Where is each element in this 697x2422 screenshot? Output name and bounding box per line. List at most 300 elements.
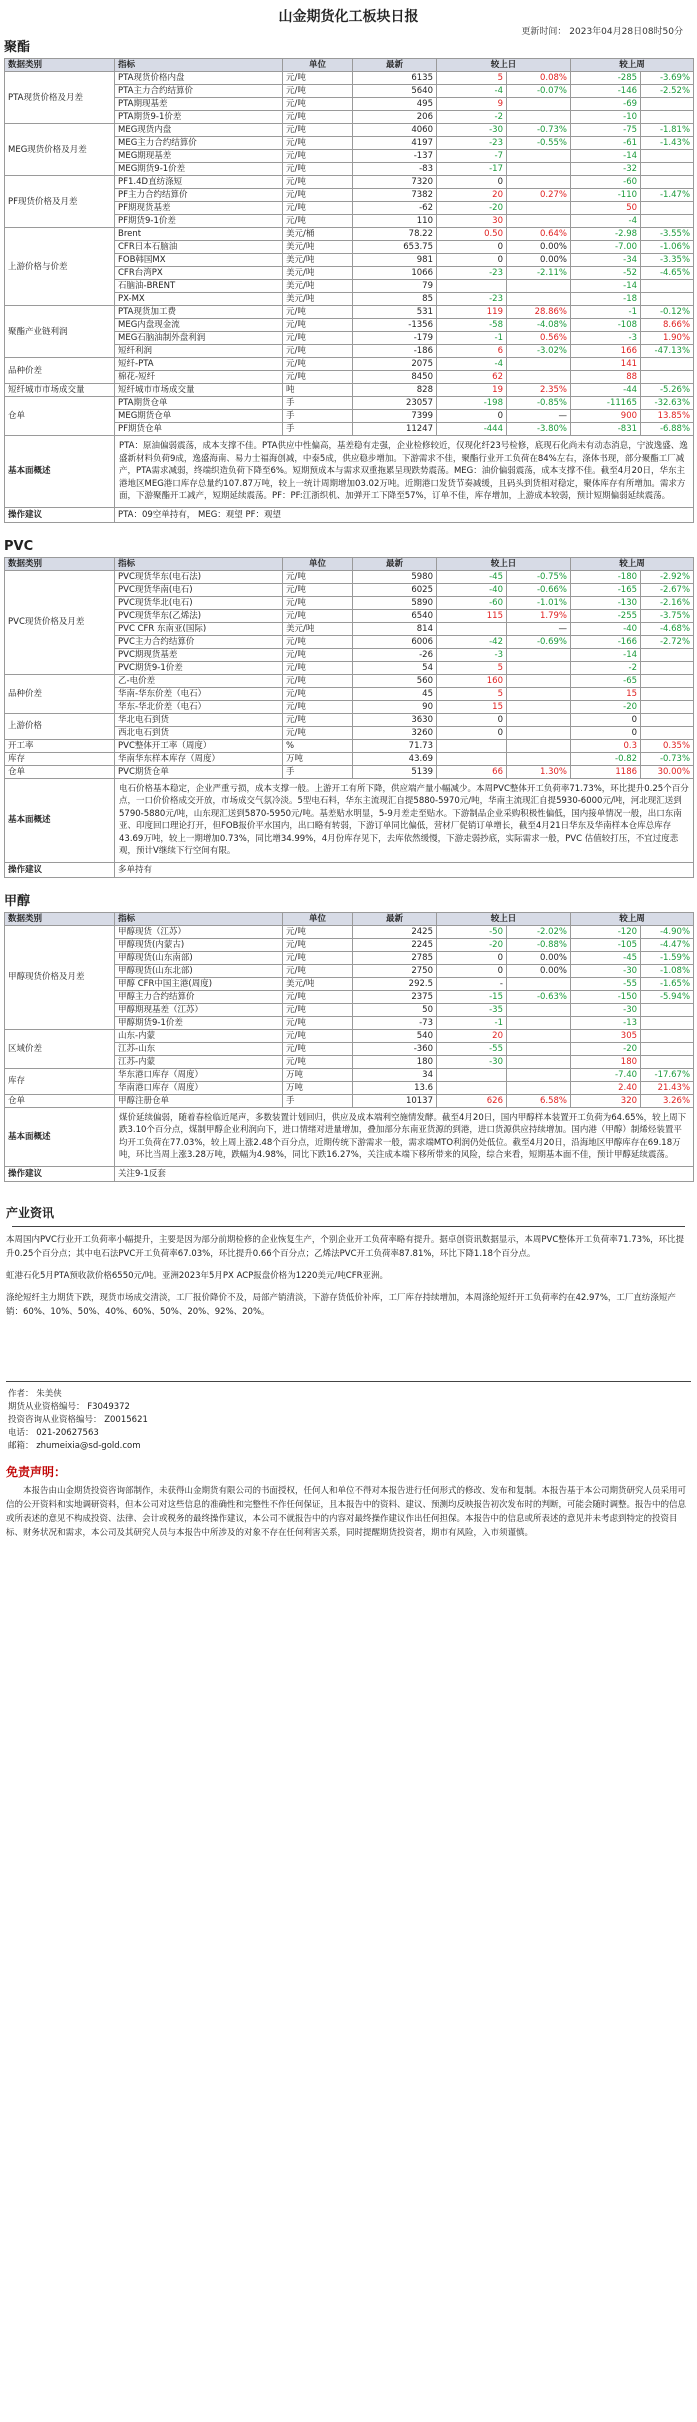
latest-cell: 7320 — [353, 176, 437, 189]
week-change-cell: -52 — [571, 267, 641, 280]
news-paragraph: 涤纶短纤主力期货下跌，现货市场成交清淡，工厂报价降价不及，局部产销清淡，下游存货低价补库，工厂库存持续增加，本周涤纶短纤开工负荷率约在42.97%，工厂直纺涤短产销：60%、10%、50%、40%、60%、50%、20%、92%、20%。 — [6, 1292, 676, 1317]
indicator-cell: 江苏-内蒙 — [115, 1055, 283, 1068]
week-change-cell: -180 — [571, 570, 641, 583]
unit-cell: 元/吨 — [283, 674, 353, 687]
week-change-cell: -44 — [571, 384, 641, 397]
indicator-cell: 甲醇现货(山东南部) — [115, 951, 283, 964]
data-table — [4, 557, 694, 878]
latest-cell: -26 — [353, 648, 437, 661]
unit-cell: 元/吨 — [283, 726, 353, 739]
indicator-cell: 甲醇现货（江苏） — [115, 925, 283, 938]
table-row — [5, 397, 694, 410]
unit-cell: 元/吨 — [283, 306, 353, 319]
week-change-cell: -13 — [571, 1016, 641, 1029]
advice-label: 操作建议 — [5, 1166, 115, 1181]
latest-cell: 560 — [353, 674, 437, 687]
day-change-cell: 20 — [437, 1029, 507, 1042]
category-cell: 开工率 — [5, 739, 115, 752]
unit-cell: 元/吨 — [283, 371, 353, 384]
day-pct-cell: -4.08% — [507, 319, 571, 332]
unit-cell: 元/吨 — [283, 163, 353, 176]
column-header: 指标 — [115, 912, 283, 925]
indicator-cell: 石脑油-BRENT — [115, 280, 283, 293]
week-pct-cell: -1.47% — [641, 189, 694, 202]
week-pct-cell: 30.00% — [641, 765, 694, 778]
indicator-cell: PVC现货华南(电石) — [115, 583, 283, 596]
indicator-cell: PTA主力合约结算价 — [115, 85, 283, 98]
indicator-cell: PF期现货基差 — [115, 202, 283, 215]
day-change-cell: 15 — [437, 700, 507, 713]
day-change-cell — [437, 622, 507, 635]
data-table — [4, 912, 694, 1182]
week-change-cell: -61 — [571, 137, 641, 150]
week-change-cell: -34 — [571, 254, 641, 267]
day-change-cell: 626 — [437, 1094, 507, 1107]
category-cell: 仓单 — [5, 397, 115, 436]
week-pct-cell — [641, 163, 694, 176]
day-change-cell: 20 — [437, 189, 507, 202]
latest-cell: 2375 — [353, 990, 437, 1003]
latest-cell: 34 — [353, 1068, 437, 1081]
advice-label: 操作建议 — [5, 862, 115, 877]
day-pct-cell: -2.11% — [507, 267, 571, 280]
week-change-cell: -146 — [571, 85, 641, 98]
week-pct-cell — [641, 1016, 694, 1029]
week-pct-cell: -1.65% — [641, 977, 694, 990]
day-change-cell: -23 — [437, 137, 507, 150]
day-pct-cell: 6.58% — [507, 1094, 571, 1107]
indicator-cell: 华东-华北价差（电石） — [115, 700, 283, 713]
day-change-cell: 0 — [437, 176, 507, 189]
indicator-cell: 短纤利润 — [115, 345, 283, 358]
week-pct-cell: -0.12% — [641, 306, 694, 319]
advice-text: PTA：09空单持有， MEG：观望 PF：观望 — [115, 507, 694, 522]
day-change-cell: -30 — [437, 1055, 507, 1068]
day-pct-cell: — — [507, 622, 571, 635]
latest-cell: -360 — [353, 1042, 437, 1055]
indicator-cell: 短纤城市市场成交量 — [115, 384, 283, 397]
day-pct-cell — [507, 739, 571, 752]
column-header: 单位 — [283, 59, 353, 72]
indicator-cell: PF期货仓单 — [115, 423, 283, 436]
unit-cell: 元/吨 — [283, 1016, 353, 1029]
unit-cell: 元/吨 — [283, 635, 353, 648]
indicator-cell: PTA期货9-1价差 — [115, 111, 283, 124]
column-header: 较上周 — [571, 59, 694, 72]
week-pct-cell — [641, 648, 694, 661]
day-pct-cell: 0.27% — [507, 189, 571, 202]
column-header: 较上周 — [571, 912, 694, 925]
day-change-cell — [437, 752, 507, 765]
week-change-cell: 0 — [571, 713, 641, 726]
week-pct-cell: 0.35% — [641, 739, 694, 752]
week-change-cell: 900 — [571, 410, 641, 423]
latest-cell: 23057 — [353, 397, 437, 410]
week-pct-cell — [641, 687, 694, 700]
day-pct-cell — [507, 98, 571, 111]
table-row — [5, 228, 694, 241]
indicator-cell: PVC现货华东(电石法) — [115, 570, 283, 583]
week-pct-cell: -3.35% — [641, 254, 694, 267]
unit-cell: 元/吨 — [283, 964, 353, 977]
unit-cell: 美元/吨 — [283, 977, 353, 990]
week-pct-cell: -2.16% — [641, 596, 694, 609]
latest-cell: 6540 — [353, 609, 437, 622]
column-header: 较上周 — [571, 557, 694, 570]
unit-cell: 元/吨 — [283, 938, 353, 951]
week-pct-cell: -3.55% — [641, 228, 694, 241]
column-header: 指标 — [115, 557, 283, 570]
day-pct-cell: -3.02% — [507, 345, 571, 358]
week-change-cell: -110 — [571, 189, 641, 202]
week-pct-cell: -5.26% — [641, 384, 694, 397]
latest-cell: 180 — [353, 1055, 437, 1068]
latest-cell: 50 — [353, 1003, 437, 1016]
indicator-cell: MEG石脑油制外盘利润 — [115, 332, 283, 345]
day-change-cell: 0 — [437, 241, 507, 254]
day-change-cell — [437, 280, 507, 293]
day-change-cell: 62 — [437, 371, 507, 384]
day-change-cell: 30 — [437, 215, 507, 228]
category-cell: 品种价差 — [5, 674, 115, 713]
latest-cell: 7382 — [353, 189, 437, 202]
summary-text: 煤价延续偏弱，随着春检临近尾声，多数装置计划回归，供应及成本端利空施情发酵。截至4月20日，国内甲醇样本装置开工负荷为64.65%，较上周下跌3.10个百分点，煤制甲醇企业利润向下，进口情绪对进量增加，叠加部分东南亚货源的到港，进口货源供应持续增加。国内港（甲醇）制烯烃装置平均开工负荷在77.03%，较上周上涨2.48个百分点，近期传统下游需求一般，需求端MTO利润仍处低位。截至4月20日，沿海地区甲醇库存在69.18万吨，环比当周上涨3.28万吨，跌幅为4.98%，同比下跌16.27%，关注成本端下移所带来的风险，综合来看，短期基本面不佳，预计甲醇延续震荡。 — [115, 1107, 694, 1166]
week-pct-cell: -1.59% — [641, 951, 694, 964]
day-change-cell: -2 — [437, 111, 507, 124]
day-pct-cell — [507, 371, 571, 384]
week-change-cell: -75 — [571, 124, 641, 137]
week-pct-cell: -4.68% — [641, 622, 694, 635]
indicator-cell: PF1.4D直纺涤短 — [115, 176, 283, 189]
day-pct-cell — [507, 752, 571, 765]
unit-cell: 元/吨 — [283, 332, 353, 345]
indicator-cell: 甲醇期现基差（江苏） — [115, 1003, 283, 1016]
day-change-cell: -17 — [437, 163, 507, 176]
week-change-cell: -55 — [571, 977, 641, 990]
day-pct-cell: 0.00% — [507, 964, 571, 977]
day-pct-cell — [507, 687, 571, 700]
week-change-cell: -20 — [571, 700, 641, 713]
latest-cell: 4060 — [353, 124, 437, 137]
day-pct-cell: -0.07% — [507, 85, 571, 98]
day-pct-cell: -0.73% — [507, 124, 571, 137]
indicator-cell: 华南港口库存（周度） — [115, 1081, 283, 1094]
latest-cell: 78.22 — [353, 228, 437, 241]
indicator-cell: FOB韩国MX — [115, 254, 283, 267]
indicator-cell: 华东港口库存（周度） — [115, 1068, 283, 1081]
day-change-cell: -30 — [437, 124, 507, 137]
day-change-cell: 0 — [437, 726, 507, 739]
unit-cell: 元/吨 — [283, 596, 353, 609]
latest-cell: -137 — [353, 150, 437, 163]
table-row — [5, 765, 694, 778]
week-pct-cell — [641, 150, 694, 163]
indicator-cell: 甲醇现货(山东北部) — [115, 964, 283, 977]
column-header: 数据类别 — [5, 59, 115, 72]
column-header: 单位 — [283, 912, 353, 925]
summary-label: 基本面概述 — [5, 778, 115, 862]
week-pct-cell: -2.67% — [641, 583, 694, 596]
unit-cell: 元/吨 — [283, 98, 353, 111]
consult-number: 投资咨询从业资格编号： Z0015621 — [8, 1414, 148, 1425]
week-pct-cell: -3.75% — [641, 609, 694, 622]
advice-text: 关注9-1反套 — [115, 1166, 694, 1181]
indicator-cell: MEG现货内盘 — [115, 124, 283, 137]
column-header: 最新 — [353, 557, 437, 570]
indicator-cell: PTA现货价格内盘 — [115, 72, 283, 85]
category-cell: 短纤城市市场成交量 — [5, 384, 115, 397]
advice-text: 多单持有 — [115, 862, 694, 877]
latest-cell: 4197 — [353, 137, 437, 150]
week-change-cell: -32 — [571, 163, 641, 176]
latest-cell: 206 — [353, 111, 437, 124]
week-change-cell: -831 — [571, 423, 641, 436]
week-change-cell: -0.82 — [571, 752, 641, 765]
category-cell: 上游价格 — [5, 713, 115, 739]
week-change-cell: -7.00 — [571, 241, 641, 254]
latest-cell: 79 — [353, 280, 437, 293]
unit-cell: 元/吨 — [283, 687, 353, 700]
day-change-cell: -40 — [437, 583, 507, 596]
unit-cell: 手 — [283, 397, 353, 410]
week-pct-cell: 8.66% — [641, 319, 694, 332]
unit-cell: 元/吨 — [283, 124, 353, 137]
table-row — [5, 384, 694, 397]
day-change-cell: -35 — [437, 1003, 507, 1016]
column-header: 数据类别 — [5, 557, 115, 570]
week-change-cell: -2.98 — [571, 228, 641, 241]
unit-cell: 元/吨 — [283, 1029, 353, 1042]
qualification-number: 期货从业资格编号： F3049372 — [8, 1401, 130, 1412]
week-change-cell: -14 — [571, 648, 641, 661]
week-pct-cell — [641, 371, 694, 384]
unit-cell: 元/吨 — [283, 1042, 353, 1055]
contact-info — [0, 1382, 697, 1459]
latest-cell: 54 — [353, 661, 437, 674]
category-cell: PF现货价格及月差 — [5, 176, 115, 228]
unit-cell: 元/吨 — [283, 137, 353, 150]
day-pct-cell: 28.86% — [507, 306, 571, 319]
phone: 电话： 021-20627563 — [8, 1427, 99, 1438]
week-pct-cell: 3.26% — [641, 1094, 694, 1107]
latest-cell: -1356 — [353, 319, 437, 332]
day-change-cell: 115 — [437, 609, 507, 622]
unit-cell: 元/吨 — [283, 319, 353, 332]
unit-cell: 元/吨 — [283, 648, 353, 661]
summary-text: 电石价格基本稳定，企业严重亏损，成本支撑一般。上游开工有所下降，供应端产量小幅减少。本周PVC整体开工负荷率71.73%，环比提升0.25个百分点，一口价价格成交开放，市场成交气氛冷淡。5型电石料，华东主流现汇自提5880-5970元/吨，华南主流现汇自提5930-6000元/吨，河北现汇送到5790-5880元/吨，山东现汇送到5870-5950元/吨。基差贴水明显，5-9月差走至贴水。下游制品企业采购积极性偏低，国内接单情况一般，出口东南亚、印度回口理论打开，但FOB报价平水国内，出口略有转弱，下游订单同比偏低，营材厂促销订单增长，截至4月21日华东及华南样本仓库总库存43.69万吨，较上一期增加0.73%，同比增34.99%，4月份库存见下，去库依然缓慢，下游走弱抄底，实际需求一般，PVC 估值较打压，不宜过度悲观，预计V继续下行空间有限。 — [115, 778, 694, 862]
week-change-cell: -30 — [571, 1003, 641, 1016]
unit-cell: 元/吨 — [283, 570, 353, 583]
unit-cell: 元/吨 — [283, 1003, 353, 1016]
table-row — [5, 1029, 694, 1042]
day-change-cell: -23 — [437, 293, 507, 306]
table-row — [5, 570, 694, 583]
day-change-cell: 119 — [437, 306, 507, 319]
day-pct-cell: 0.00% — [507, 241, 571, 254]
category-cell: 品种价差 — [5, 358, 115, 384]
category-cell: 甲醇现货价格及月差 — [5, 925, 115, 1029]
category-cell: 仓单 — [5, 1094, 115, 1107]
unit-cell: % — [283, 739, 353, 752]
indicator-cell: PVC现货华东(乙烯法) — [115, 609, 283, 622]
unit-cell: 美元/桶 — [283, 228, 353, 241]
week-change-cell: 0.3 — [571, 739, 641, 752]
unit-cell: 元/吨 — [283, 609, 353, 622]
week-change-cell: -165 — [571, 583, 641, 596]
table-row — [5, 752, 694, 765]
summary-text: PTA：原油偏弱震荡，成本支撑不佳。PTA供应中性偏高，基差稳有走强，企业检修较近，仅现化纤23号检修，底现石化尚未有动态消息，宁波逸盛、逸盛新材料负荷9成，逸盛海南、易力士福海创减，中泰5成，供应稳步增加。下游需求不佳，聚酯行业开工负荷在84%左右，涤体书现，部分聚酯工厂减产，PTA需求减弱，终端织造负荷下降至6%。短期预成本与需求双重拖累呈现跌势震荡。MEG：油价偏弱震荡，成本支撑不佳。截至4月20日，华东主港地区MEG港口库存总量约107.87万吨，较上一统计周期增加03.02万吨。近期港口发货节奏减缓，且码头到货相对稳定，聚体库存有所增加。需求方面，下游聚酯开工减产，短期延续震荡。PF：PF:江浙织机、加弹开工下降至57%，订单不佳，库存增加，上游成本较弱，预计短期偏弱延续震荡。 — [115, 436, 694, 508]
indicator-cell: MEG期现基差 — [115, 150, 283, 163]
advice-label: 操作建议 — [5, 507, 115, 522]
week-change-cell: -40 — [571, 622, 641, 635]
week-change-cell: -255 — [571, 609, 641, 622]
week-change-cell: 320 — [571, 1094, 641, 1107]
category-cell: 上游价格与价差 — [5, 228, 115, 306]
day-pct-cell — [507, 674, 571, 687]
latest-cell: 71.73 — [353, 739, 437, 752]
day-pct-cell: 0.00% — [507, 254, 571, 267]
news-paragraph: 虹港石化5月PTA预收款价格6550元/吨。亚洲2023年5月PX ACP报盘价格为1220美元/吨CFR亚洲。 — [6, 1270, 389, 1281]
day-change-cell: 19 — [437, 384, 507, 397]
news-paragraph: 本周国内PVC行业开工负荷率小幅提升，主要是因为部分前期检修的企业恢复生产，个别企业开工负荷率略有提升。据卓创资讯数据显示，本周PVC整体开工负荷率71.73%，环比提升0.25个百分点；其中电石法PVC开工负荷率67.03%，环比提升0.66个百分点；乙烯法PVC开工负荷率87.81%，环比下降1.18个百分点。 — [6, 1234, 685, 1259]
section-title: 聚酯 — [4, 40, 31, 55]
week-pct-cell — [641, 280, 694, 293]
day-pct-cell — [507, 293, 571, 306]
week-pct-cell: -3.69% — [641, 72, 694, 85]
day-change-cell — [437, 1068, 507, 1081]
day-pct-cell — [507, 648, 571, 661]
indicator-cell: 山东-内蒙 — [115, 1029, 283, 1042]
day-change-cell: 0 — [437, 254, 507, 267]
day-pct-cell: -1.01% — [507, 596, 571, 609]
week-change-cell: 141 — [571, 358, 641, 371]
latest-cell: 45 — [353, 687, 437, 700]
indicator-cell: PVC期货9-1价差 — [115, 661, 283, 674]
week-pct-cell — [641, 358, 694, 371]
indicator-cell: PX-MX — [115, 293, 283, 306]
unit-cell: 元/吨 — [283, 176, 353, 189]
week-pct-cell: -0.73% — [641, 752, 694, 765]
email[interactable]: 邮箱： zhumeixia@sd-gold.com — [8, 1440, 141, 1451]
table-row — [5, 176, 694, 189]
latest-cell: 531 — [353, 306, 437, 319]
sections-container — [0, 38, 697, 1196]
day-change-cell: -444 — [437, 423, 507, 436]
indicator-cell: PVC现货华北(电石) — [115, 596, 283, 609]
day-pct-cell — [507, 713, 571, 726]
day-change-cell: -45 — [437, 570, 507, 583]
indicator-cell: 甲醇主力合约结算价 — [115, 990, 283, 1003]
latest-cell: -62 — [353, 202, 437, 215]
day-change-cell: 6 — [437, 345, 507, 358]
week-pct-cell: -1.06% — [641, 241, 694, 254]
day-pct-cell — [507, 202, 571, 215]
latest-cell: 11247 — [353, 423, 437, 436]
day-pct-cell: — — [507, 410, 571, 423]
indicator-cell: PVC整体开工率（周度） — [115, 739, 283, 752]
day-pct-cell — [507, 1081, 571, 1094]
category-cell: MEG现货价格及月差 — [5, 124, 115, 176]
day-change-cell: 5 — [437, 72, 507, 85]
day-pct-cell — [507, 1055, 571, 1068]
week-pct-cell: -4.47% — [641, 938, 694, 951]
day-pct-cell — [507, 1003, 571, 1016]
week-pct-cell: -1.81% — [641, 124, 694, 137]
day-change-cell: -198 — [437, 397, 507, 410]
unit-cell: 元/吨 — [283, 150, 353, 163]
day-change-cell: 0.50 — [437, 228, 507, 241]
column-header: 单位 — [283, 557, 353, 570]
indicator-cell: PTA期货仓单 — [115, 397, 283, 410]
week-pct-cell: -4.90% — [641, 925, 694, 938]
latest-cell: 5139 — [353, 765, 437, 778]
unit-cell: 元/吨 — [283, 583, 353, 596]
day-change-cell: 160 — [437, 674, 507, 687]
week-pct-cell — [641, 674, 694, 687]
week-change-cell: -60 — [571, 176, 641, 189]
day-pct-cell: -0.69% — [507, 635, 571, 648]
table-row — [5, 674, 694, 687]
divider — [12, 1226, 685, 1227]
week-pct-cell: 13.85% — [641, 410, 694, 423]
day-change-cell: -20 — [437, 202, 507, 215]
day-change-cell: 66 — [437, 765, 507, 778]
week-change-cell: -4 — [571, 215, 641, 228]
week-change-cell: -14 — [571, 150, 641, 163]
latest-cell: 5640 — [353, 85, 437, 98]
latest-cell: 2425 — [353, 925, 437, 938]
latest-cell: 5980 — [353, 570, 437, 583]
unit-cell: 元/吨 — [283, 345, 353, 358]
day-pct-cell — [507, 661, 571, 674]
day-change-cell: 0 — [437, 410, 507, 423]
unit-cell: 元/吨 — [283, 951, 353, 964]
day-pct-cell: -2.02% — [507, 925, 571, 938]
week-pct-cell: -2.92% — [641, 570, 694, 583]
table-row — [5, 713, 694, 726]
table-row — [5, 925, 694, 938]
indicator-cell: PVC期现货基差 — [115, 648, 283, 661]
table-row — [5, 306, 694, 319]
day-pct-cell: -0.75% — [507, 570, 571, 583]
indicator-cell: PVC期货仓单 — [115, 765, 283, 778]
week-pct-cell — [641, 661, 694, 674]
indicator-cell: 华南-华东价差（电石） — [115, 687, 283, 700]
week-change-cell: -1 — [571, 306, 641, 319]
latest-cell: 43.69 — [353, 752, 437, 765]
day-change-cell: -55 — [437, 1042, 507, 1055]
unit-cell: 手 — [283, 1094, 353, 1107]
unit-cell: 手 — [283, 765, 353, 778]
unit-cell: 元/吨 — [283, 215, 353, 228]
week-change-cell: 15 — [571, 687, 641, 700]
indicator-cell: 甲醇注册仓单 — [115, 1094, 283, 1107]
update-time: 更新时间： 2023年04月28日08时50分 — [521, 27, 683, 37]
category-cell: 库存 — [5, 1068, 115, 1094]
category-cell: 库存 — [5, 752, 115, 765]
week-pct-cell: -6.88% — [641, 423, 694, 436]
indicator-cell: MEG期货仓单 — [115, 410, 283, 423]
unit-cell: 元/吨 — [283, 990, 353, 1003]
day-pct-cell — [507, 1029, 571, 1042]
week-change-cell: -3 — [571, 332, 641, 345]
indicator-cell: CFR日本石脑油 — [115, 241, 283, 254]
unit-cell: 美元/吨 — [283, 293, 353, 306]
latest-cell: 3260 — [353, 726, 437, 739]
day-change-cell: 0 — [437, 951, 507, 964]
latest-cell: 828 — [353, 384, 437, 397]
unit-cell: 手 — [283, 410, 353, 423]
